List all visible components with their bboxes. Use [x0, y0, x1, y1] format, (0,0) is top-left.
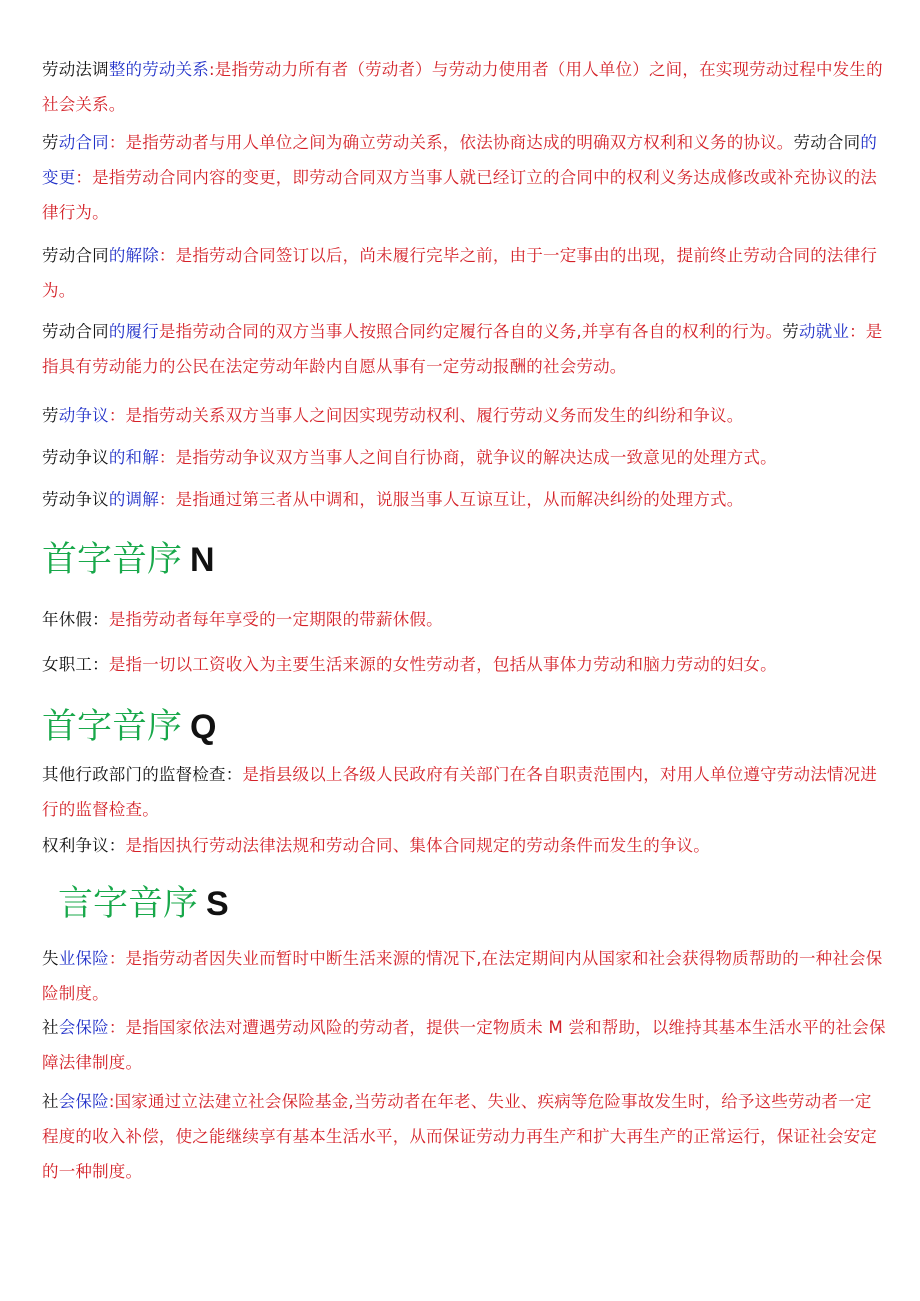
definition-text: 是指劳动合同的双方当事人按照合同约定履行各自的义务,并享有各自的权利的行为。: [158, 322, 783, 341]
definition-text: ：是指劳动争议双方当事人之间自行协商，就争议的解决达成一致意见的处理方式。: [158, 448, 777, 467]
section-heading-letter: Q: [190, 708, 217, 746]
term-text: 整的劳动关系: [108, 60, 210, 79]
section-heading-text: 首字音序: [42, 707, 183, 747]
definition-text: ：是指劳动合同内容的变更，即劳动合同双方当事人就已经订立的合同中的权利义务达成修改或补充协议的法律行为。: [42, 168, 878, 222]
definition-text: :国家通过立法建立社会保险基金,当劳动者在年老、失业、疾病等危险事故发生时，给予这些劳动者一定程度的收入补偿，使之能继续享有基本生活水平，从而保证劳动力再生产和扩大再生产的正常运行，保证社会安定的一种制度。: [42, 1092, 877, 1181]
definition-text: 是指劳动者每年享受的一定期限的带薪休假。: [108, 610, 443, 629]
term-text: 的变更: [42, 133, 878, 187]
term-text: 劳: [42, 406, 59, 425]
entry-labor-contract: [42, 125, 888, 230]
term-text: 的履行: [108, 322, 159, 341]
entry-dispute-mediation: [42, 482, 912, 517]
term-text: 劳: [782, 322, 799, 341]
entry-rights-dispute: [42, 828, 912, 863]
section-heading-text: 言字音序: [58, 884, 199, 924]
term-text: 劳动争议: [42, 448, 109, 467]
term-text: 动合同: [58, 133, 109, 152]
definition-text: 是指县级以上各级人民政府有关部门在各自职责范围内，对用人单位遵守劳动法情况进行的监督检查。: [42, 765, 878, 819]
section-heading-letter: N: [190, 541, 215, 579]
term-text: 社: [42, 1092, 59, 1111]
entry-contract-termination: [42, 238, 888, 308]
term-text: 劳动合同: [793, 133, 861, 152]
definition-text: ：是指劳动关系双方当事人之间因实现劳动权利、履行劳动义务而发生的纠纷和争议。: [108, 406, 744, 425]
definition-text: ：是指国家依法对遭遇劳动风险的劳动者，提供一定物质未 M 尝和帮助，以维持其基本生活水平的社会保障法律制度。: [42, 1018, 886, 1072]
term-text: 劳动法调: [42, 60, 109, 79]
entry-labor-dispute: [42, 398, 912, 433]
term-text: 的调解: [108, 490, 159, 509]
entry-administrative-inspection: [42, 757, 888, 827]
section-heading-letter: S: [206, 885, 229, 923]
entry-contract-performance: [42, 314, 888, 384]
term-text: 劳动合同: [42, 246, 109, 265]
definition-text: :是指劳动力所有者（劳动者）与劳动力使用者（用人单位）之间，在实现劳动过程中发生的社会关系。: [42, 60, 883, 114]
entry-dispute-settlement: [42, 440, 912, 475]
term-text: 会保险: [58, 1018, 109, 1037]
entry-unemployment-insurance: [42, 941, 888, 1011]
entry-female-workers: [42, 647, 912, 682]
definition-text: ：是指劳动者与用人单位之间为确立劳动关系，依法协商达成的明确双方权利和义务的协议。: [108, 133, 794, 152]
entry-social-insurance-2: [42, 1084, 888, 1189]
section-heading-s: [58, 882, 229, 926]
term-text: 会保险: [58, 1092, 109, 1111]
term-text: 权利争议：: [42, 836, 126, 855]
section-heading-text: 首字音序: [42, 540, 183, 580]
term-text: 动争议: [58, 406, 109, 425]
definition-text: 是指一切以工资收入为主要生活来源的女性劳动者，包括从事体力劳动和脑力劳动的妇女。: [108, 655, 777, 674]
term-text: 业保险: [58, 949, 109, 968]
entry-annual-leave: [42, 602, 912, 637]
definition-text: ：是指劳动者因失业而暂时中断生活来源的情况下,在法定期间内从国家和社会获得物质帮助的一种社会保险制度。: [42, 949, 883, 1003]
section-heading-q: [42, 705, 216, 749]
term-text: 劳动合同: [42, 322, 109, 341]
definition-text: 是指因执行劳动法律法规和劳动合同、集体合同规定的劳动条件而发生的争议。: [125, 836, 710, 855]
term-text: 年休假：: [42, 610, 109, 629]
definition-text: ：是指具有劳动能力的公民在法定劳动年龄内自愿从事有一定劳动报酬的社会劳动。: [42, 322, 883, 376]
term-text: 的和解: [108, 448, 159, 467]
entry-social-insurance-1: [42, 1010, 888, 1080]
definition-text: ：是指劳动合同签订以后，尚未履行完毕之前，由于一定事由的出现，提前终止劳动合同的法律行为。: [42, 246, 878, 300]
term-text: 劳动争议: [42, 490, 109, 509]
term-text: 的解除: [108, 246, 159, 265]
term-text: 社: [42, 1018, 59, 1037]
entry-labor-relations: [42, 52, 888, 122]
term-text: 其他行政部门的监督检查：: [42, 765, 243, 784]
term-text: 失: [42, 949, 59, 968]
term-text: 动就业: [798, 322, 850, 341]
term-text: 劳: [42, 133, 59, 152]
term-text: 女职工：: [42, 655, 109, 674]
definition-text: ：是指通过第三者从中调和，说服当事人互谅互让，从而解决纠纷的处理方式。: [158, 490, 744, 509]
section-heading-n: [42, 538, 215, 582]
